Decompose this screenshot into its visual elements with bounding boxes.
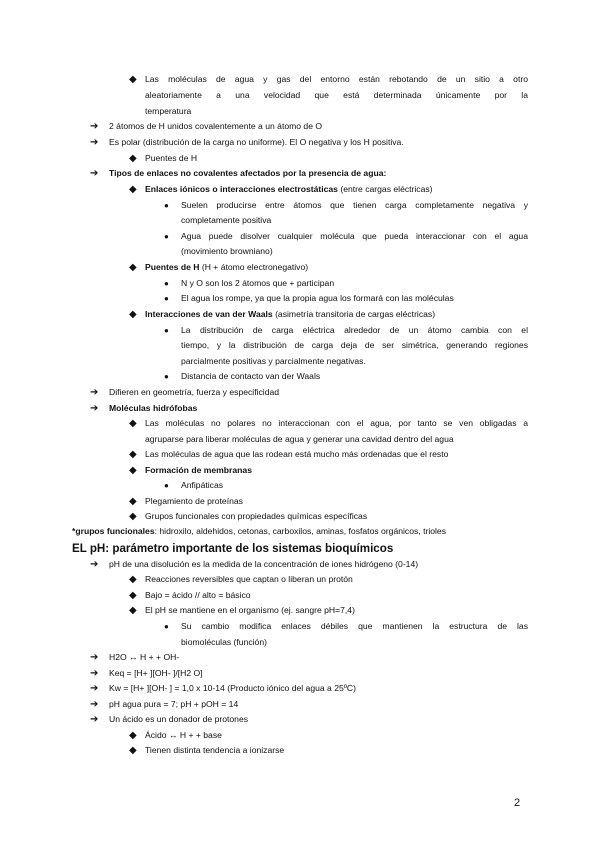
text-line: El pH se mantiene en el organismo (ej. sangre pH=7,4): [145, 605, 355, 615]
diamond-bullet-icon: ◆: [129, 511, 137, 522]
text-line: [145, 464, 252, 477]
arrow-bullet-icon: ➔: [90, 387, 99, 398]
text-line: Puentes de H: [145, 153, 198, 163]
diamond-bullet-icon: ◆: [129, 590, 137, 601]
arrow-bullet-icon: ➔: [90, 168, 99, 179]
text-line: Un ácido es un donador de protones: [109, 714, 249, 724]
bold-text: Moléculas hidrófobas: [109, 403, 198, 413]
arrow-bullet-icon: ➔: [90, 714, 99, 725]
text-line: pH agua pura = 7; pH + pOH = 14: [109, 699, 239, 709]
dot-bullet-icon: ●: [164, 481, 169, 490]
text-line: [145, 183, 433, 196]
diamond-bullet-icon: ◆: [129, 449, 137, 460]
diamond-bullet-icon: ◆: [129, 605, 137, 616]
page-number: 2: [514, 797, 521, 809]
diamond-bullet-icon: ◆: [129, 418, 137, 429]
text-line: El agua los rompe, ya que la propia agua los formará con las moléculas: [181, 293, 454, 303]
text-span: (asimetría transitoria de cargas eléctricas): [272, 309, 436, 319]
text-line: [145, 261, 308, 274]
text-line: Kw = [H+ ][OH- ] = 1,0 x 10-14 (Producto iónico del agua a 25ºC): [109, 683, 356, 693]
text-line: (movimiento browniano): [181, 246, 273, 256]
text-line: Bajo = ácido // alto = básico: [145, 590, 251, 600]
text-line: H2O ↔ H + + OH-: [109, 652, 180, 662]
diamond-bullet-icon: ◆: [129, 730, 137, 741]
dot-bullet-icon: ●: [164, 326, 169, 335]
bold-text: Interacciones de van der Waals: [145, 309, 273, 319]
text-line: [72, 525, 446, 538]
text-span: (entre cargas eléctricas): [337, 184, 433, 194]
text-line: pH de una disolución es la medida de la concentración de iones hidrógeno (0-14): [109, 559, 419, 569]
text-line: Las moléculas de agua que las rodean está mucho más ordenadas que el resto: [145, 449, 449, 459]
text-line: Suelen producirse entre átomos que tienen carga completamente negativa y: [181, 200, 528, 210]
dot-bullet-icon: ●: [164, 279, 169, 288]
text-line: [109, 167, 386, 180]
arrow-bullet-icon: ➔: [90, 137, 99, 148]
bold-text: Enlaces iónicos o interacciones electrostáticas: [145, 184, 338, 194]
text-line: biomoléculas (función): [181, 637, 267, 647]
text-line: Reacciones reversibles que captan o liberan un protón: [145, 574, 353, 584]
arrow-bullet-icon: ➔: [90, 121, 99, 132]
text-line: Anfipáticas: [181, 480, 224, 490]
bold-text: Formación de membranas: [145, 465, 252, 475]
dot-bullet-icon: ●: [164, 201, 169, 210]
bold-text: *grupos funcionales: [72, 526, 155, 536]
text-line: Tienen distinta tendencia a ionizarse: [145, 745, 285, 755]
text-line: completamente positiva: [181, 215, 272, 225]
bold-text: Puentes de H: [145, 262, 200, 272]
text-line: N y O son los 2 átomos que + participan: [181, 278, 335, 288]
dot-bullet-icon: ●: [164, 294, 169, 303]
section-heading: EL pH: parámetro importante de los sistemas bioquímicos: [72, 542, 394, 555]
text-line: Ácido ↔ H + + base: [145, 730, 222, 740]
text-line: Las moléculas no polares no interaccionan con el agua, por tanto se ven obligadas a: [145, 418, 528, 428]
text-line: Keq = [H+ ][OH- ]/[H2 O]: [109, 668, 203, 678]
text-line: Grupos funcionales con propiedades químicas específicas: [145, 511, 368, 521]
text-line: [109, 402, 197, 415]
text-line: La distribución de carga eléctrica alrededor de un átomo cambia con el: [181, 325, 528, 335]
diamond-bullet-icon: ◆: [129, 184, 137, 195]
text-line: tiempo, y la distribución de carga deja de ser simétrica, generando regiones: [181, 340, 528, 350]
text-line: 2 átomos de H unidos covalentemente a un átomo de O: [109, 121, 323, 131]
text-line: Es polar (distribución de la carga no uniforme). El O negativa y los H positiva.: [109, 137, 404, 147]
text-line: aleatoriamente a una velocidad que está determinada únicamente por la: [145, 90, 528, 100]
diamond-bullet-icon: ◆: [129, 309, 137, 320]
arrow-bullet-icon: ➔: [90, 652, 99, 663]
dot-bullet-icon: ●: [164, 622, 169, 631]
bold-text: Tipos de enlaces no covalentes afectados por la presencia de agua:: [109, 168, 387, 178]
text-line: Distancia de contacto van der Waals: [181, 371, 321, 381]
arrow-bullet-icon: ➔: [90, 699, 99, 710]
dot-bullet-icon: ●: [164, 372, 169, 381]
diamond-bullet-icon: ◆: [129, 465, 137, 476]
diamond-bullet-icon: ◆: [129, 262, 137, 273]
text-line: Su cambio modifica enlaces débiles que mantienen la estructura de las: [181, 621, 528, 631]
arrow-bullet-icon: ➔: [90, 559, 99, 570]
text-line: agruparse para liberar moléculas de agua y generar una cavidad dentro del agua: [145, 434, 454, 444]
text-span: (H + átomo electronegativo): [199, 262, 309, 272]
diamond-bullet-icon: ◆: [129, 74, 137, 85]
text-line: temperatura: [145, 106, 192, 116]
dot-bullet-icon: ●: [164, 232, 169, 241]
text-line: Las moléculas de agua y gas del entorno están rebotando de un sitio a otro: [145, 74, 528, 84]
diamond-bullet-icon: ◆: [129, 745, 137, 756]
diamond-bullet-icon: ◆: [129, 574, 137, 585]
text-span: : hidroxilo, aldehidos, cetonas, carboxilos, aminas, fosfatos orgánicos, trioles: [154, 526, 446, 536]
diamond-bullet-icon: ◆: [129, 496, 137, 507]
text-line: Plegamiento de proteínas: [145, 496, 243, 506]
diamond-bullet-icon: ◆: [129, 153, 137, 164]
arrow-bullet-icon: ➔: [90, 403, 99, 414]
arrow-bullet-icon: ➔: [90, 668, 99, 679]
text-line: Difieren en geometría, fuerza y especificidad: [109, 387, 280, 397]
arrow-bullet-icon: ➔: [90, 683, 99, 694]
text-line: parcialmente positivas y parcialmente negativas.: [181, 356, 366, 366]
text-line: [145, 308, 435, 321]
text-line: Agua puede disolver cualquier molécula que pueda interaccionar con el agua: [181, 231, 528, 241]
